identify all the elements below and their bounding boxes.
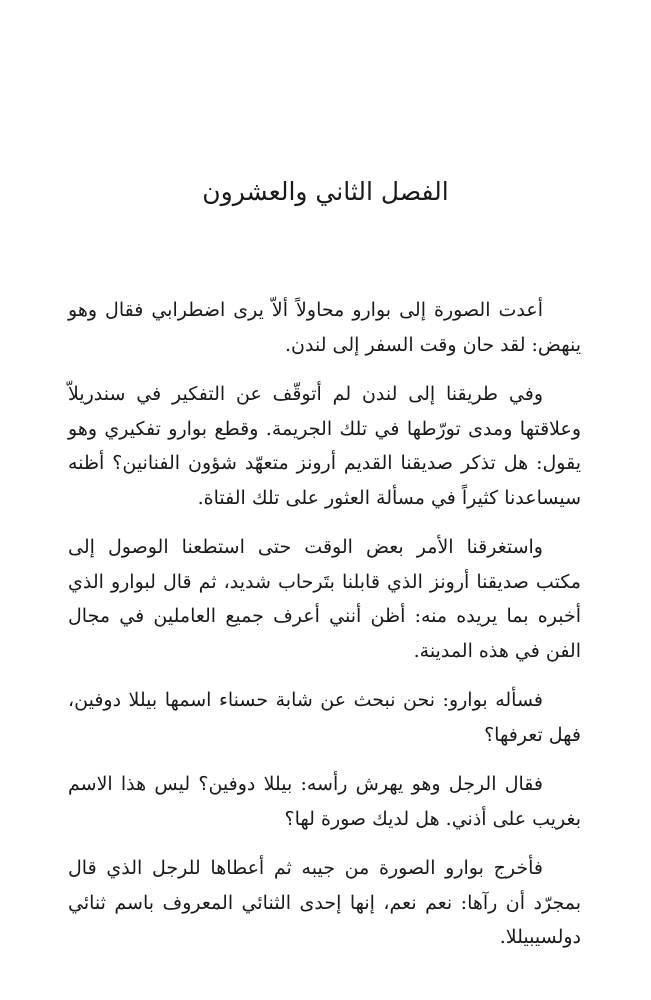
chapter-title: الفصل الثاني والعشرون	[202, 177, 449, 206]
paragraph-6: فأخرج بوارو الصورة من جيبه ثم أعطاها للرجل الذي قال بمجرّد أن رآها: نعم نعم، إنها إحدى الثنائي المعروف باسم ثنائي دولسيبيللا.	[68, 857, 581, 948]
paragraph-2: وفي طريقنا إلى لندن لم أتوقّف عن التفكير في سندريلاّ وعلاقتها ومدى تورّطها في تلك الجريمة. وقطع بوارو تفكيري وهو يقول: هل تذكر صديقنا القديم أرونز متعهّد شؤون الفنانين؟ أظنه سيساعدنا كثيراً في مسألة العثور على تلك الفتاة.	[68, 383, 581, 509]
paragraph-3: واستغرقنا الأمر بعض الوقت حتى استطعنا الوصول إلى مكتب صديقنا أرونز الذي قابلنا بتَرحاب شديد، ثم قال لبوارو الذي أخبره بما يريده منه: أظن أنني أعرف جميع العاملين في مجال الفن في هذه المدينة.	[68, 536, 581, 662]
paragraph-5: فقال الرجل وهو يهرش رأسه: بيللا دوفين؟ ليس هذا الاسم بغريب على أذني. هل لديك صورة لها؟	[68, 773, 581, 830]
paragraph-4: فسأله بوارو: نحن نبحث عن شابة حسناء اسمها بيللا دوفين، فهل تعرفها؟	[68, 689, 581, 746]
chapter-body	[68, 293, 581, 970]
paragraph-1: أعدت الصورة إلى بوارو محاولاً ألاّ يرى اضطرابي فقال وهو ينهض: لقد حان وقت السفر إلى لندن.	[68, 299, 581, 356]
